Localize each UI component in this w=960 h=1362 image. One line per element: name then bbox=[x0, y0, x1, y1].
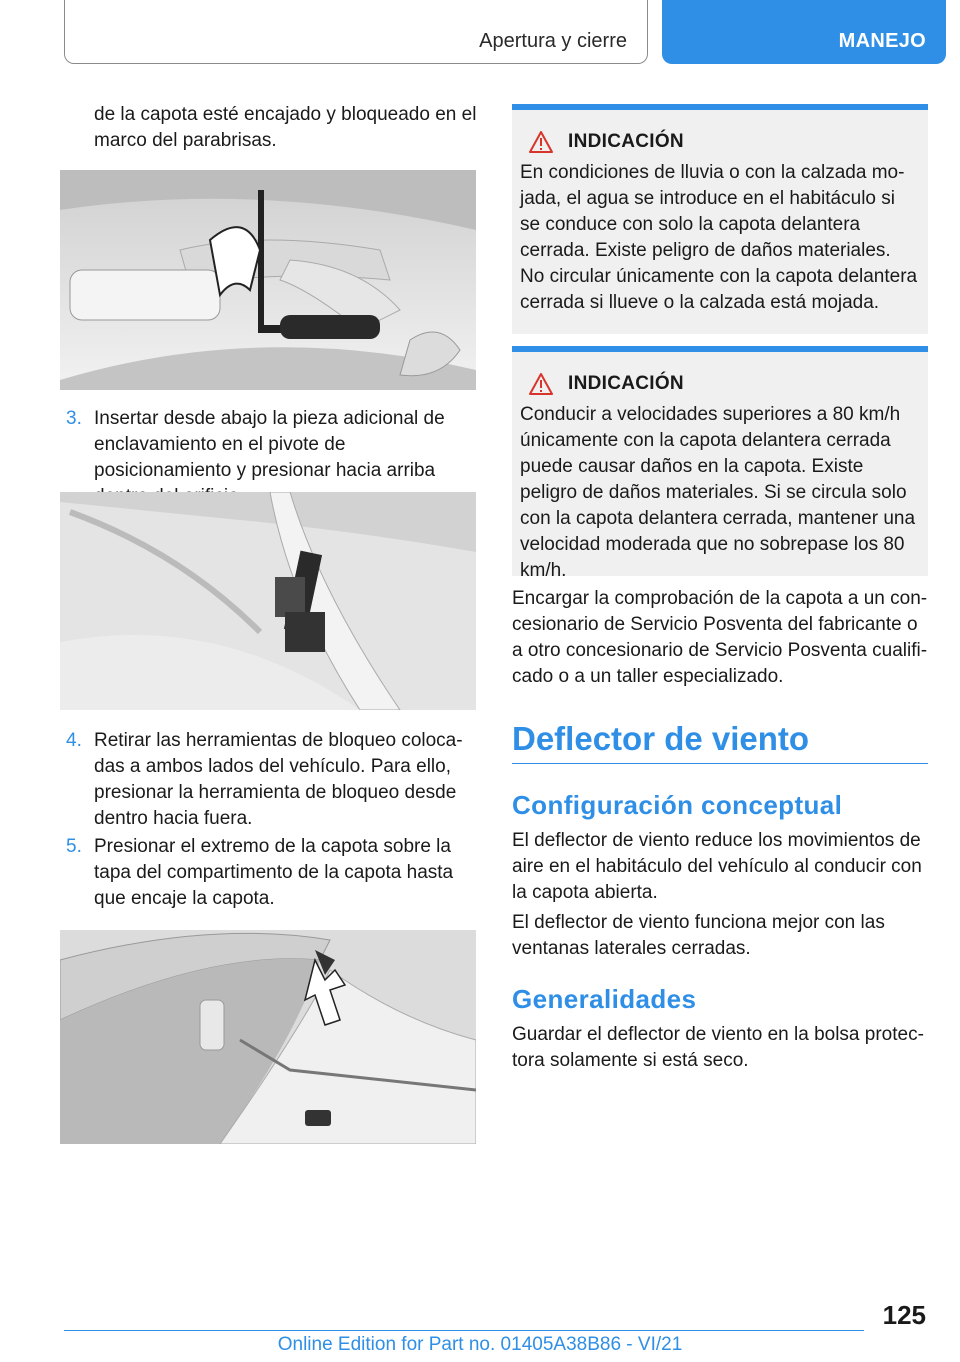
page-number: 125 bbox=[882, 1300, 926, 1330]
edition-text: Online Edition for Part no. 01405A38B86 - VI/21 bbox=[277, 1334, 683, 1355]
figure-locking-pivot bbox=[60, 492, 476, 710]
warning-note-speed bbox=[512, 346, 928, 581]
service-paragraph: Encargar la comprobación de la capota a un concesionario de Servicio Posventa del fabricante o a otro concesionario de Servicio Posventa cualificado o a un taller especializado. bbox=[512, 588, 928, 687]
warning-note-rain bbox=[512, 104, 928, 334]
note-body: Conducir a velocidades superiores a 80 km/h únicamente con la capota delantera cerrada puede causar daños en la capota. Existe peligro de daños materiales. Si se circula solo con la capota delantera cerrada, mantener una velocidad moderada que no sobrepase los 80 km/h. bbox=[520, 404, 916, 581]
intro-text: de la capota esté encajado y bloqueado en el marco del parabrisas. bbox=[94, 104, 477, 151]
step-number: 5. bbox=[66, 836, 82, 857]
section-title: Apertura y cierre bbox=[479, 30, 627, 52]
concept-paragraph-1: El deflector de viento reduce los movimientos de aire en el habitáculo del vehículo al conducir con la capota abierta. bbox=[512, 830, 922, 903]
step-number: 3. bbox=[66, 408, 82, 429]
step-number: 4. bbox=[66, 730, 82, 751]
note-title: INDICACIÓN bbox=[568, 131, 684, 152]
general-paragraph: Guardar el deflector de viento en la bolsa protectora solamente si está seco. bbox=[512, 1024, 924, 1071]
header-chapter-tab bbox=[662, 0, 946, 64]
step-text: Insertar desde abajo la pieza adicional de enclavamiento en el pivote de posicionamiento y presionar hacia arriba bbox=[94, 408, 445, 481]
note-title: INDICACIÓN bbox=[568, 373, 684, 394]
warning-triangle-icon bbox=[528, 130, 554, 154]
figure-tool-insertion bbox=[60, 170, 476, 390]
note-body: En condiciones de lluvia o con la calzada mojada, el agua se introduce en el habitáculo si se conduce con solo la capota delantera cerrada. Existe peligro de daños materiales. No circular únicamente con la capota delantera cerrada si llueve o la calzada está mojada. bbox=[520, 162, 918, 313]
figure-roof-closing bbox=[60, 930, 476, 1144]
header-section-tab bbox=[64, 0, 648, 64]
chapter-title: MANEJO bbox=[838, 30, 926, 52]
step-text: Retirar las herramientas de bloqueo colocadas a ambos lados del vehículo. Para ello, presionar la herramienta de bloqueo desde dentro hacia fuera. bbox=[94, 730, 463, 829]
subheading-concept: Configuración conceptual bbox=[512, 790, 843, 820]
heading-rule bbox=[512, 763, 928, 764]
subheading-general: Generalidades bbox=[512, 984, 697, 1014]
step-5 bbox=[60, 834, 476, 912]
concept-paragraph-2: El deflector de viento funciona mejor con las ventanas laterales cerradas. bbox=[512, 912, 885, 959]
section-heading-wind-deflector: Deflector de viento bbox=[512, 720, 810, 757]
warning-triangle-icon bbox=[528, 372, 554, 396]
step-text: Presionar el extremo de la capota sobre la tapa del compartimento de la capota hasta que encaje la capota. bbox=[94, 836, 454, 909]
footer-rule bbox=[64, 1330, 864, 1331]
step-4 bbox=[60, 728, 476, 832]
